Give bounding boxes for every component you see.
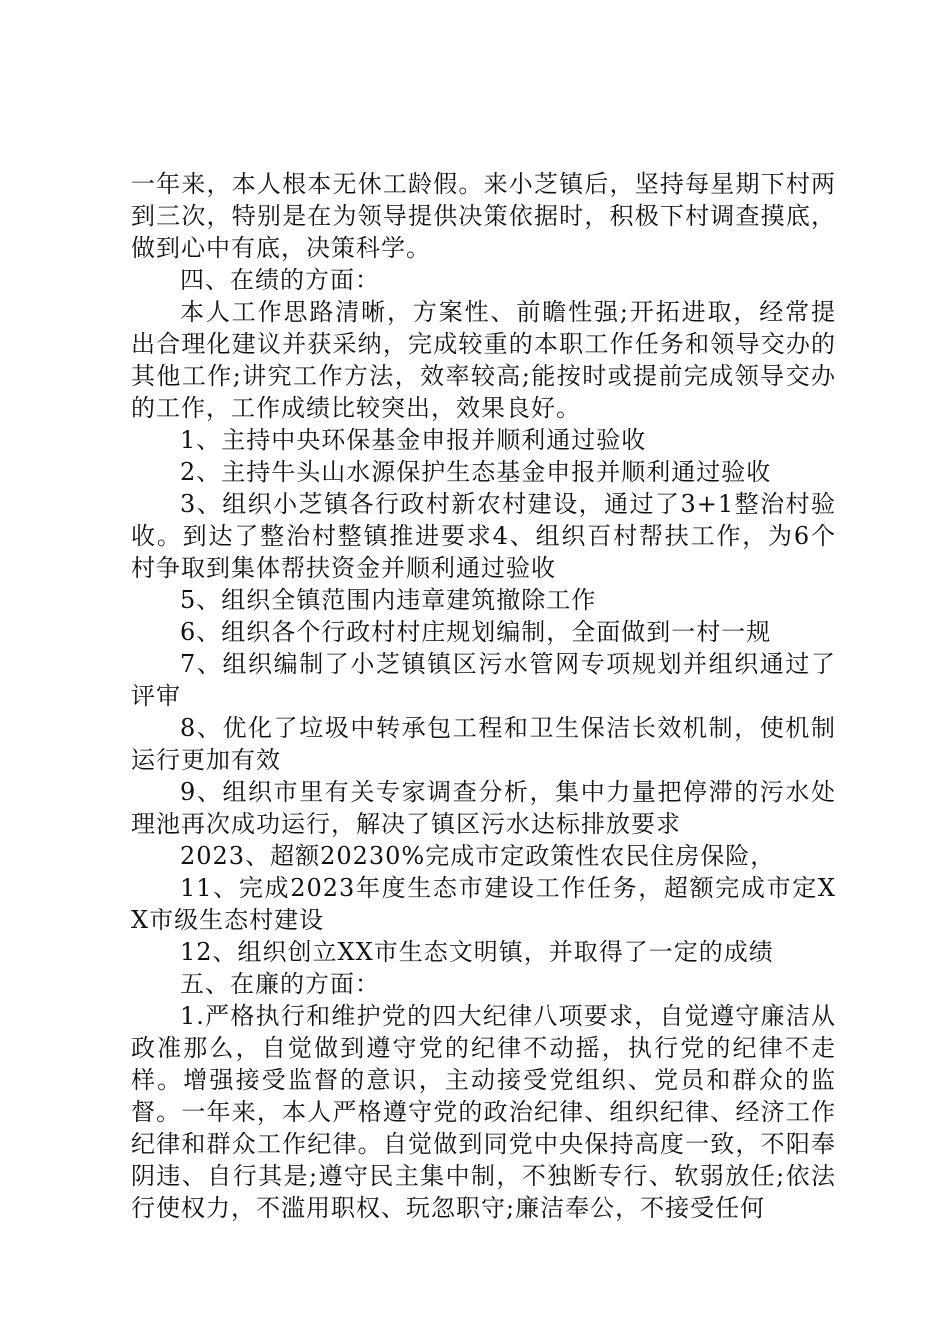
list-item: 5、组织全镇范围内违章建筑撤除工作 — [180, 586, 597, 614]
list-item: 9、组织市里有关专家调查分析，集中力量把停滞的污水处理池再次成功运行，解决了镇区污水达标排放要求 — [131, 778, 836, 838]
list-item: 6、组织各个行政村村庄规划编制，全面做到一村一规 — [180, 618, 772, 646]
list-item: 2、主持牛头山水源保护生态基金申报并顺利通过验收 — [180, 458, 772, 486]
paragraph-intro: 一年来，本人根本无休工龄假。来小芝镇后，坚持每星期下村两到三次，特别是在为领导提供决策依据时，积极下村调查摸底，做到心中有底，决策科学。 — [131, 170, 836, 262]
paragraph-performance-summary: 本人工作思路清晰，方案性、前瞻性强;开拓进取，经常提出合理化建议并获采纳，完成较重的本职工作任务和领导交办的其他工作;讲究工作方法，效率较高;能按时或提前完成领导交办的工作，工作成绩比较突出，效果良好。 — [131, 298, 836, 422]
list-item: 3、组织小芝镇各行政村新农村建设，通过了3+1整治村验收。到达了整治村整镇推进要求4、组织百村帮扶工作，为6个村争取到集体帮扶资金并顺利通过验收 — [131, 490, 836, 582]
list-item: 8、优化了垃圾中转承包工程和卫生保洁长效机制，使机制运行更加有效 — [131, 714, 836, 774]
list-item: 12、组织创立XX市生态文明镇，并取得了一定的成绩 — [180, 938, 774, 966]
section-heading-performance: 四、在绩的方面： — [180, 266, 380, 294]
list-item: 7、组织编制了小芝镇镇区污水管网专项规划并组织通过了评审 — [131, 650, 836, 710]
list-item: 1、主持中央环保基金申报并顺利通过验收 — [180, 426, 647, 454]
list-item: 2023、超额20230%完成市定政策性农民住房保险， — [180, 842, 776, 870]
paragraph-integrity: 1.严格执行和维护党的四大纪律八项要求，自觉遵守廉洁从政准那么，自觉做到遵守党的纪律不动摇，执行党的纪律不走样。增强接受监督的意识，主动接受党组织、党员和群众的监督。一年来，本人严格遵守党的政治纪律、组织纪律、经济工作纪律和群众工作纪律。自觉做到同党中央保持高度一致，不阳奉阴违、自行其是;遵守民主集中制，不独断专行、软弱放任;依法行使权力，不滥用职权、玩忽职守;廉洁奉公，不接受任何 — [131, 1002, 836, 1222]
list-item: 11、完成2023年度生态市建设工作任务，超额完成市定XX市级生态村建设 — [131, 874, 836, 934]
document-body — [131, 168, 836, 1224]
section-heading-integrity: 五、在廉的方面： — [180, 970, 380, 998]
